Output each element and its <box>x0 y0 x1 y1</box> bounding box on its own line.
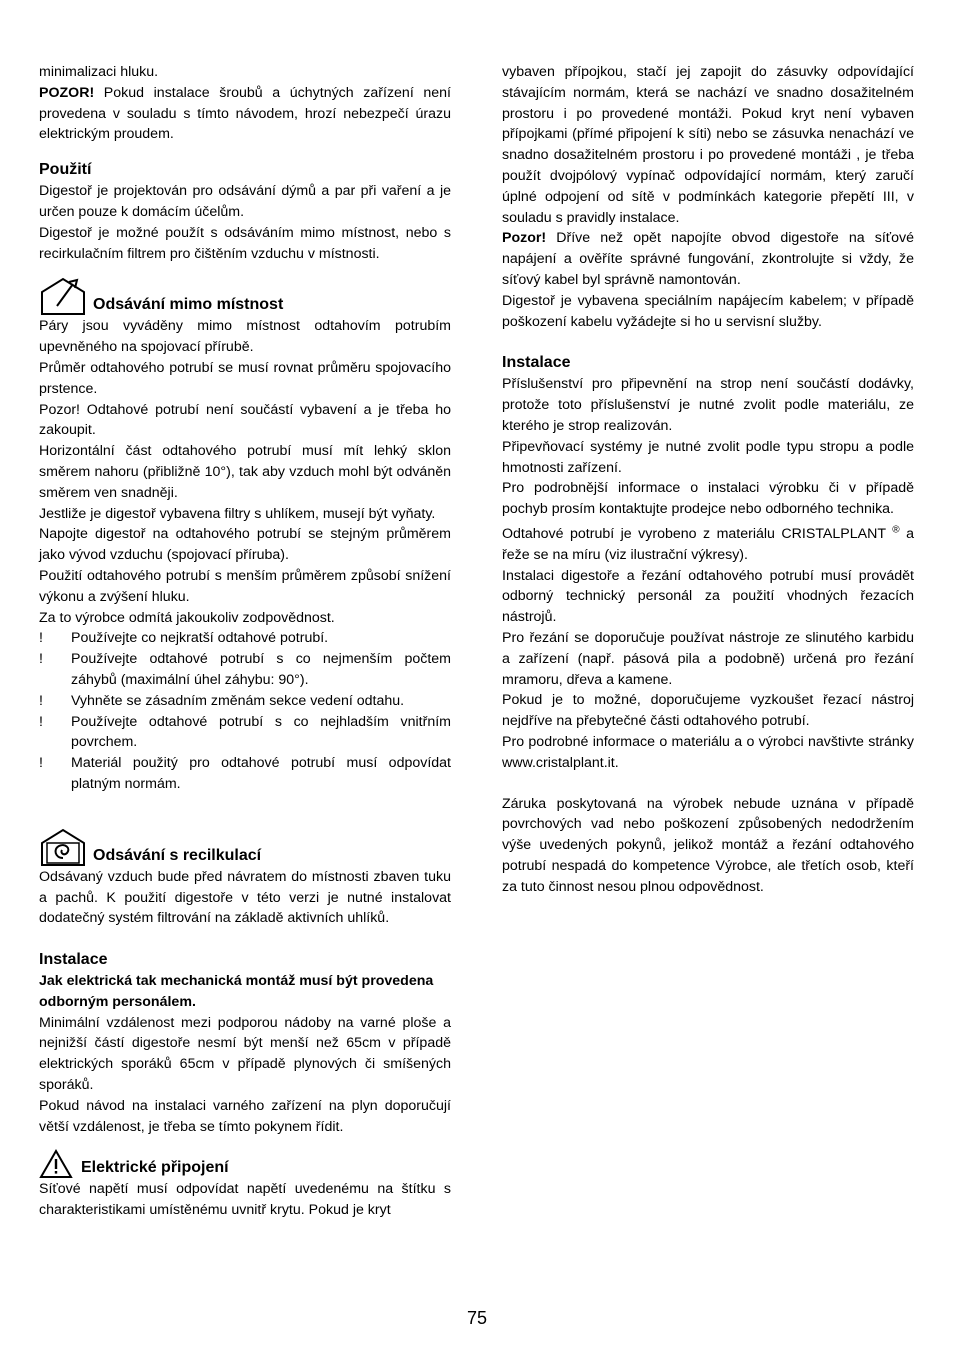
warning-label: Pozor! <box>502 230 547 247</box>
section-title-recirculation: Odsávání s recilkulací <box>93 846 262 864</box>
warning-paragraph <box>39 83 451 145</box>
electric-paragraph-1: Síťové napětí musí odpovídat napětí uvedenému na štítku s charakteristikami umístěnému uvnitř krytu. Pokud je kryt <box>39 1181 451 1219</box>
material-text-continued: a řeže se na míru (viz ilustrační výkresy). <box>502 525 914 563</box>
warning-triangle-icon <box>39 1149 73 1179</box>
electric-paragraph-continued: vybaven přípojkou, stačí jej zapojit do zásuvky odpovídající stávajícím normám, která se nachází ve snadno dosažitelném prostoru i po provedené montáži. Pokud kryt není vybaven přípojkami (přímé připojení k síti) nebo se zásuvka nenachází ve snadno dosažitelném prostoru i po provedené montáži , je třeba použít dvojpólový vypínač odpovídající normám, který zaručí úplné odpojení od sítě v podmínkách kategorie přepětí III, v souladu s pravidly instalace. <box>502 64 914 226</box>
registered-mark: ® <box>892 524 900 536</box>
right-column <box>502 62 914 897</box>
outside-paragraph-5: Jestliže je digestoř vybavena filtry s uhlíkem, musejí být vyňaty. <box>39 505 436 522</box>
warning-label: POZOR! <box>39 84 95 101</box>
list-item: ! Používejte odtahové potrubí s co nejhladším vnitřním povrchem. <box>39 712 451 754</box>
installation-paragraph-3: Pro podrobnější informace o instalaci výrobku či v případě pochyb prosím kontaktujte prodejce nebo odborného technika. <box>502 480 914 518</box>
electric-heading <box>39 1149 451 1179</box>
installation-paragraph-6: Pro řezání se doporučuje používat nástroje ze slinutého karbidu a zařízení (např. pásová pila a podobně) určená pro řezání mramoru, dřeva a kamene. <box>502 629 914 688</box>
outside-paragraph-6: Napojte digestoř na odtahového potrubí se stejným průměrem jako vývod vzduchu (spojovací příruba). <box>39 526 451 564</box>
warning-text: Pokud instalace šroubů a úchytných zařízení není provedena v souladu s tímto návodem, hrozí nebezpečí úrazu elektrickým proudem. <box>39 84 451 143</box>
installation-bold-text: Jak elektrická tak mechanická montáž musí být provedena odborným personálem. <box>39 973 434 1010</box>
list-item: ! Používejte odtahové potrubí s co nejmenším počtem záhybů (maximální úhel záhybu: 90°). <box>39 649 451 691</box>
outside-paragraph-4: Horizontální část odtahového potrubí musí mít lehký sklon směrem nahoru (přibližně 10°), tak aby vzduch mohl být odváněn směrem ven snadněji. <box>39 443 451 501</box>
section-title-outside: Odsávání mimo místnost <box>93 296 284 314</box>
installation-paragraph-2: Pokud návod na instalaci varného zařízení na plyn doporučují větší vzdálenost, je třeba se tímto pokynem řídit. <box>39 1097 451 1135</box>
intro-line: minimalizaci hluku. <box>39 64 159 80</box>
recirc-paragraph-1: Odsávaný vzduch bude před návratem do místnosti zbaven tuku a pachů. K použití digestoře v této verzi je nutné instalovat dodatečný systém filtrování na základě aktivních uhlíků. <box>39 868 451 927</box>
outside-paragraph-1: Páry jsou vyváděny mimo místnost odtahovím potrubím upevněného na spojovací přírubě. <box>39 318 451 356</box>
section-title-electric: Elektrické připojení <box>81 1159 229 1177</box>
installation-paragraph-7: Pokud je to možné, doporučujeme vyzkoušet řezací nástroj nejdříve na přebytečné části odtahového potrubí. <box>502 692 914 730</box>
outside-paragraph-7: Použití odtahového potrubí s menším průměrem způsobí snížení výkonu a zvýšení hluku. <box>39 567 451 605</box>
installation-paragraph-1: Minimální vzdálenost mezi podporou nádoby na varné ploše a nejnižší částí digestoře nesmí být menší než 65cm v případě elektrických sporáků 65cm v případě plynových či smíšených sporáků. <box>39 1014 451 1094</box>
list-item: ! Materiál použitý pro odtahové potrubí musí odpovídat platným normám. <box>39 753 451 795</box>
page-number: 75 <box>466 1308 488 1328</box>
section-title-use: Použití <box>39 161 92 179</box>
warning-paragraph <box>502 228 914 290</box>
outside-paragraph-8: Za to výrobce odmítá jakoukoliv zodpovědnost. <box>39 609 335 626</box>
installation-paragraph-4 <box>502 524 914 566</box>
section-title-installation: Instalace <box>502 354 571 372</box>
use-paragraph-2: Digestoř je možné použít s odsáváním mimo místnost, nebo s recirkulačním filtrem pro čištěním vzduchu v místnosti. <box>39 224 451 262</box>
left-column <box>39 62 451 1221</box>
installation-bold-note <box>39 971 451 1013</box>
house-recirculation-icon <box>39 827 87 867</box>
installation-paragraph-5: Instalaci digestoře a řezání odtahového potrubí musí provádět odborný technický personál za použití vhodných řezacích nástrojů. <box>502 567 914 626</box>
list-item: ! Vyhněte se zásadním změnám sekce vedení odtahu. <box>39 691 451 712</box>
warning-text: Dříve než opět napojíte obvod digestoře na síťové napájení a ověříte správné fungování, zkontrolujte si vždy, že síťový kabel byl správně namontován. <box>502 230 914 288</box>
recirc-heading <box>39 827 451 867</box>
use-paragraph-1: Digestoř je projektován pro odsávání dýmů a par při vaření a je určen pouze k domácím účelům. <box>39 183 451 220</box>
outside-paragraph-3: Pozor! Odtahové potrubí není součástí vybavení a je třeba ho zakoupit. <box>39 401 451 439</box>
installation-paragraph-1: Příslušenství pro připevnění na strop není součástí dodávky, protože toto příslušenství je nutné zvolit podle materiálu, ze kterého je strop realizován. <box>502 376 914 434</box>
warranty-paragraph: Záruka poskytovaná na výrobek nebude uznána v případě povrchových vad nebo poškození způsobených nedodržením výše uvedených pokynů, jelikož montáž a řezání odtahového potrubí nespadá do kompetence Výrobce, ale třetích osob, kteří za tuto činnost nesou plnou odpovědnost. <box>502 795 914 895</box>
installation-paragraph-8: Pro podrobné informace o materiálu a o výrobci navštivte stránky www.cristalplant.it. <box>502 733 914 771</box>
cable-paragraph: Digestoř je vybavena speciálním napájecím kabelem; v případě poškození kabelu vyžádejte si ho u servisní služby. <box>502 292 914 330</box>
material-text: Odtahové potrubí je vyrobeno z materiálu CRISTALPLANT <box>502 525 893 542</box>
section-title-installation: Instalace <box>39 951 108 969</box>
installation-paragraph-2: Připevňovací systémy je nutné zvolit podle typu stropu a podle hmotnosti zařízení. <box>502 438 914 476</box>
pipe-guidelines-list <box>39 628 451 794</box>
outside-paragraph-2: Průměr odtahového potrubí se musí rovnat průměru spojovacího prstence. <box>39 359 451 397</box>
list-item: ! Používejte co nejkratší odtahové potrubí. <box>39 628 451 649</box>
house-exhaust-icon <box>39 276 87 316</box>
outside-heading <box>39 276 451 316</box>
